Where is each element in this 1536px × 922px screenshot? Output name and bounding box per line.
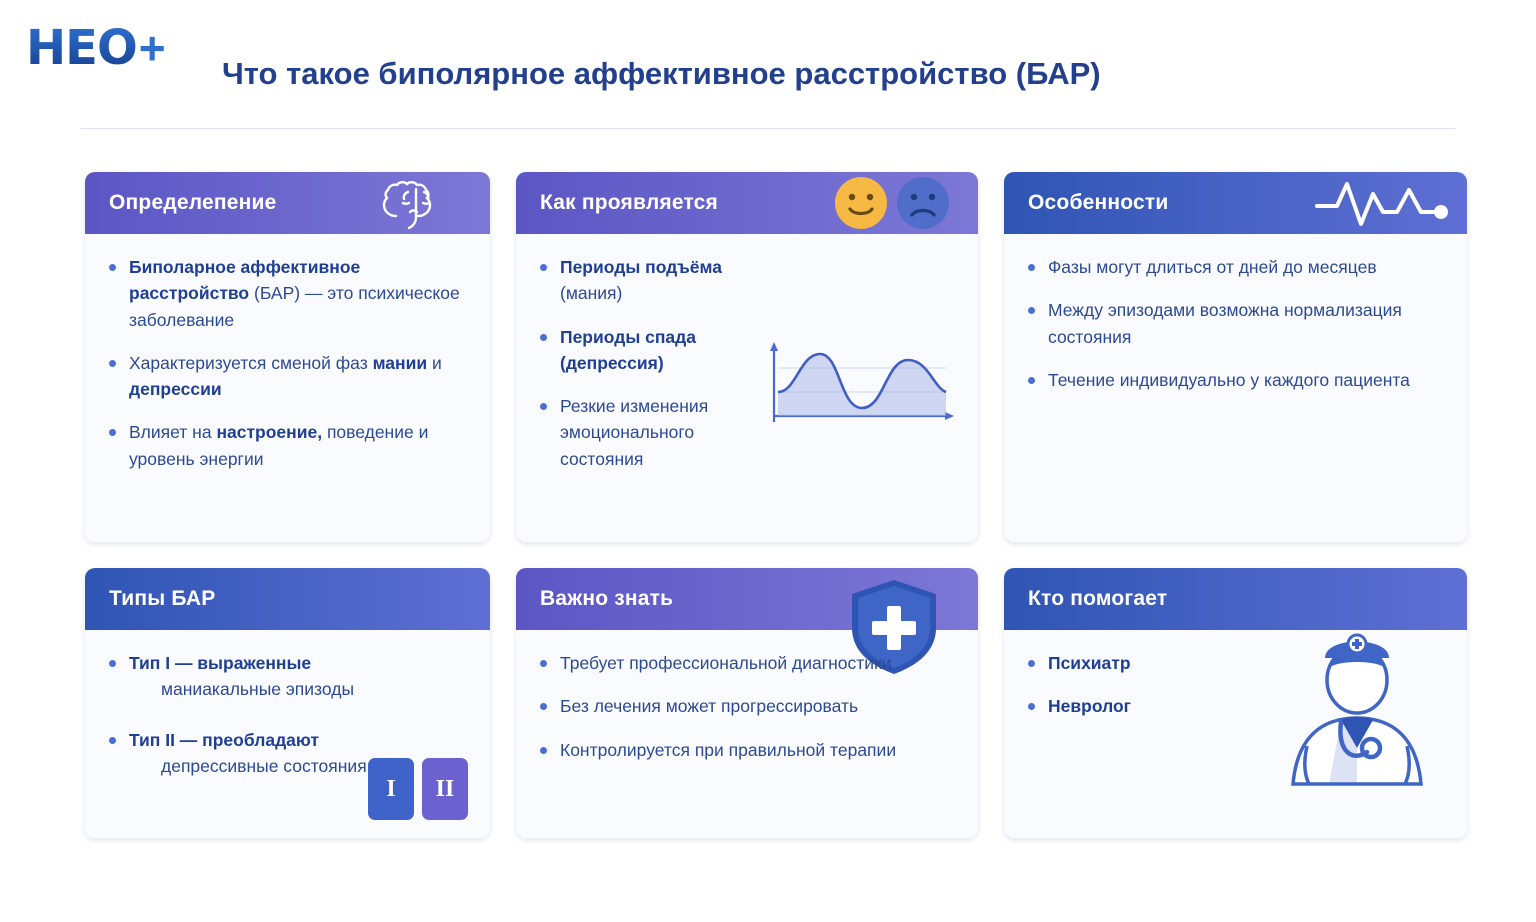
- card-definition-header: [85, 172, 490, 234]
- item-plain: Между эпизодами возможна нормализация состояния: [1048, 300, 1402, 347]
- brand-logo-plus: +: [138, 22, 165, 74]
- item-rest: (БАР) — это психическое заболевание: [129, 283, 460, 330]
- brain-icon: [370, 172, 474, 234]
- item-strong: Невролог: [1048, 696, 1131, 717]
- card-features-list: [1026, 254, 1443, 393]
- shield-plus-icon: [846, 576, 942, 638]
- list-item: [538, 693, 954, 719]
- list-item: [107, 650, 466, 703]
- item-rest: маниакальные эпизоды: [161, 679, 355, 700]
- cards-grid: [85, 172, 1455, 838]
- list-item: [107, 350, 466, 403]
- item-pre: Характеризуется сменой фаз: [129, 352, 373, 373]
- list-item: [1026, 297, 1443, 350]
- roman-numerals-icon: [368, 758, 468, 820]
- card-features-body: [1004, 234, 1467, 415]
- card-features-header: [1004, 172, 1467, 234]
- card-important-header: [516, 568, 978, 630]
- mood-wave-chart: [766, 342, 956, 432]
- list-item: [1026, 367, 1443, 393]
- item-rest: (мания): [560, 283, 623, 304]
- card-important: [516, 568, 978, 838]
- sad-face-icon: [894, 174, 952, 232]
- happy-face-icon: [832, 174, 890, 232]
- item-rest: поведение и уровень энергии: [129, 422, 429, 469]
- item-strong: Тип II — преобладают: [129, 729, 319, 750]
- item-plain: Фазы могут длиться от дней до месяцев: [1048, 257, 1377, 277]
- card-who-helps: [1004, 568, 1467, 838]
- mood-faces-icon: [832, 172, 952, 234]
- card-manifestation-title: Как проявляется: [540, 191, 718, 214]
- brand-logo: [26, 20, 165, 76]
- card-important-list: [538, 650, 954, 763]
- card-who-helps-title: Кто помогает: [1028, 587, 1168, 610]
- brand-logo-text: HEO: [26, 20, 137, 76]
- doctor-icon: [1267, 606, 1447, 801]
- item-plain: Резкие изменения эмоционального состояния: [560, 396, 709, 469]
- card-types-header: [85, 568, 490, 630]
- card-types-title: Типы БАР: [109, 587, 216, 610]
- item-rest: депрессивные состояния: [161, 755, 367, 776]
- badge-type-2: II: [422, 758, 468, 820]
- item-plain: Без лечения может прогрессировать: [560, 696, 859, 717]
- item-strong: Психиатр: [1048, 653, 1131, 673]
- list-item: [538, 393, 778, 472]
- item-strong: Периоды подъёма: [560, 257, 722, 277]
- card-definition: [85, 172, 490, 542]
- list-item: [538, 324, 778, 377]
- item-strong: Периоды спада (депрессия): [560, 326, 697, 373]
- list-item: [107, 419, 466, 472]
- list-item: [1026, 254, 1443, 280]
- list-item: [538, 254, 778, 307]
- item-pre: Влияет на: [129, 422, 217, 443]
- list-item: [538, 737, 954, 763]
- heartbeat-icon: [1311, 172, 1451, 234]
- card-definition-list: [107, 254, 466, 472]
- card-features-title: Особенности: [1028, 191, 1169, 214]
- item-strong: Тип I — выраженные: [129, 653, 312, 673]
- page-title: Что такое биполярное аффективное расстройство (БАР): [222, 56, 1101, 91]
- item-plain: Течение индивидуально у каждого пациента: [1048, 369, 1410, 390]
- item-strong: настроение,: [216, 422, 323, 443]
- item-strong-2: депрессии: [129, 379, 222, 399]
- card-types: [85, 568, 490, 838]
- item-strong: мании: [372, 352, 428, 373]
- item-mid: и: [427, 352, 442, 373]
- card-manifestation-header: [516, 172, 978, 234]
- badge-type-1: I: [368, 758, 414, 820]
- card-definition-title: Определепение: [109, 191, 277, 214]
- card-important-body: [516, 630, 978, 785]
- list-item: [107, 254, 466, 333]
- card-definition-body: [85, 234, 490, 494]
- item-plain: Контролируется при правильной терапии: [560, 739, 897, 760]
- card-important-title: Важно знать: [540, 587, 674, 610]
- header-divider: [80, 128, 1456, 129]
- item-plain: Требует профессиональной диагностики: [560, 653, 892, 673]
- page-header: [0, 0, 1536, 130]
- card-manifestation-list: [538, 254, 778, 472]
- card-manifestation: [516, 172, 978, 542]
- card-features: [1004, 172, 1467, 542]
- list-item: [538, 650, 954, 676]
- item-strong: Биполарное аффективное расстройство: [129, 257, 361, 304]
